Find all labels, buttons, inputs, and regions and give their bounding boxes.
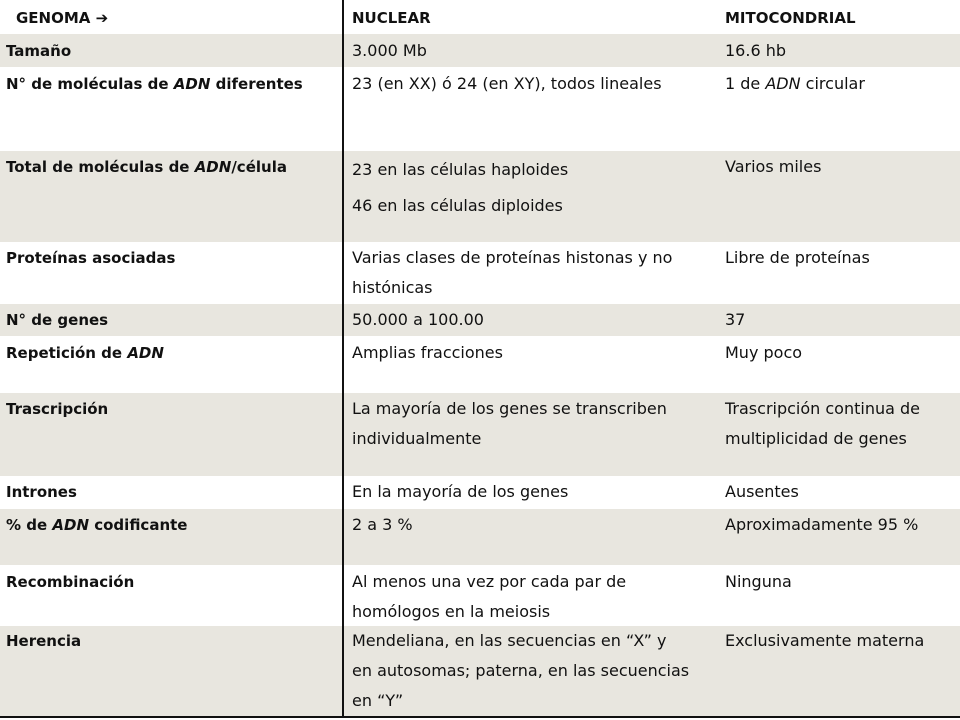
- mito-value: Libre de proteínas: [725, 248, 870, 267]
- header-genoma: [16, 3, 346, 33]
- table-row: [0, 151, 960, 242]
- row-label: Repetición de ADN: [6, 344, 164, 362]
- header-nuclear: NUCLEAR: [352, 9, 431, 27]
- mito-value: Muy poco: [725, 343, 803, 362]
- table-row: [0, 67, 960, 151]
- row-label: % de ADN codificante: [6, 516, 188, 534]
- row-label: N° de genes: [6, 311, 109, 329]
- table-row: [0, 626, 960, 716]
- mito-value: Exclusivamente materna: [725, 631, 925, 650]
- row-label: Total de moléculas de ADN/célula: [6, 158, 287, 176]
- nuclear-value: 2 a 3 %: [352, 515, 413, 534]
- table-row: [0, 476, 960, 509]
- table-row: [0, 242, 960, 304]
- mito-value: 37: [725, 310, 746, 329]
- nuclear-value: Varias clases de proteínas histonas y no histónicas: [352, 248, 673, 297]
- column-divider: [342, 0, 344, 716]
- table-row: [0, 509, 960, 565]
- arrow-right-icon: ➔: [95, 9, 109, 27]
- row-label: Tamaño: [6, 42, 72, 60]
- nuclear-value: 3.000 Mb: [352, 41, 427, 60]
- nuclear-value: Al menos una vez por cada par de homólogos en la meiosis: [352, 572, 627, 621]
- row-label: Trascripción: [6, 400, 109, 418]
- nuclear-value: Amplias fracciones: [352, 343, 503, 362]
- row-label: Recombinación: [6, 573, 135, 591]
- mito-value: Varios miles: [725, 157, 822, 176]
- nuclear-value: Mendeliana, en las secuencias en “X” y en autosomas; paterna, en las secuencias en “Y”: [352, 631, 690, 710]
- table-header-row: [0, 0, 960, 34]
- nuclear-value: 23 (en XX) ó 24 (en XY), todos lineales: [352, 74, 662, 93]
- header-mitocondrial: MITOCONDRIAL: [725, 9, 856, 27]
- mito-value: 1 de ADN circular: [725, 74, 865, 93]
- nuclear-value: 23 en las células haploides 46 en las células diploides: [352, 160, 569, 215]
- nuclear-value: En la mayoría de los genes: [352, 482, 569, 501]
- row-label: Proteínas asociadas: [6, 249, 176, 267]
- mito-value: 16.6 hb: [725, 41, 787, 60]
- table-row: [0, 393, 960, 476]
- table-row: [0, 336, 960, 393]
- mito-value: Ninguna: [725, 572, 792, 591]
- nuclear-value: La mayoría de los genes se transcriben individualmente: [352, 399, 667, 448]
- nuclear-value: 50.000 a 100.00: [352, 310, 484, 329]
- mito-value: Ausentes: [725, 482, 799, 501]
- row-label: N° de moléculas de ADN diferentes: [6, 75, 303, 93]
- table-row: [0, 34, 960, 67]
- row-label: Herencia: [6, 632, 82, 650]
- table-row: [0, 304, 960, 336]
- table-row: [0, 565, 960, 626]
- row-label: Intrones: [6, 483, 77, 501]
- header-genoma-label: GENOMA: [16, 9, 91, 27]
- mito-value: Trascripción continua de multiplicidad de genes: [725, 399, 920, 448]
- mito-value: Aproximadamente 95 %: [725, 515, 919, 534]
